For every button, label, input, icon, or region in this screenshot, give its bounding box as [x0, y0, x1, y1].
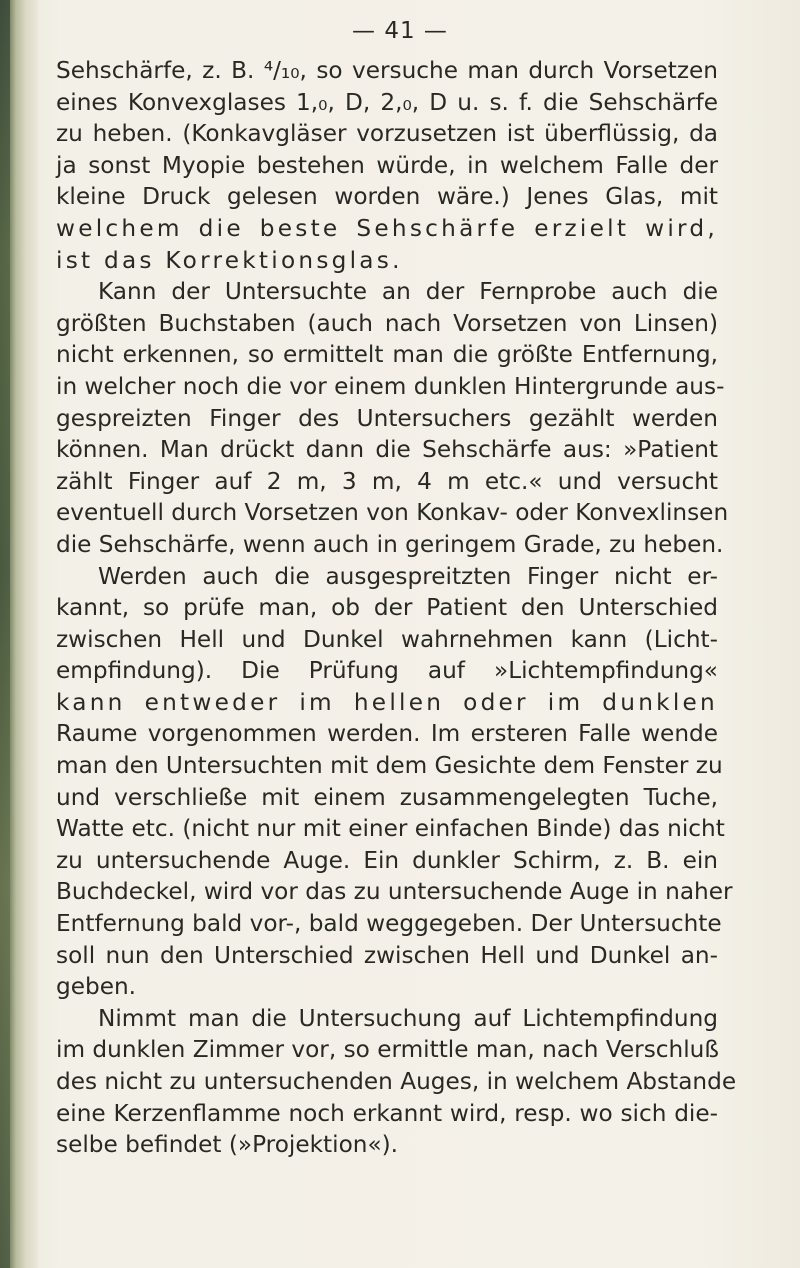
- text-line: eventuell durch Vorsetzen von Konkav- oder Konvexlinsen: [56, 499, 729, 527]
- text-line: können. Man drückt dann die Sehschärfe aus: »Patient: [56, 436, 718, 464]
- text-line: eines Konvexglases 1,₀, D, 2,₀, D u. s. f. die Sehschärfe: [56, 88, 718, 116]
- text-line: nicht erkennen, so ermittelt man die größte Entfernung,: [56, 341, 718, 369]
- text-line: kleine Druck gelesen worden wäre.) Jenes Glas, mit: [56, 183, 718, 211]
- text-line: zählt Finger auf 2 m, 3 m, 4 m etc.« und versucht: [56, 467, 718, 495]
- text-line: welchem die beste Sehschärfe erzielt wird,: [56, 214, 718, 242]
- text-line: gespreizten Finger des Untersuchers gezählt werden: [56, 404, 718, 432]
- text-line: geben.: [56, 973, 137, 1001]
- text-line: Sehschärfe, z. B. ⁴/₁₀, so versuche man durch Vorsetzen: [56, 57, 718, 84]
- text-line: Nimmt man die Untersuchung auf Lichtempfindung: [98, 1004, 718, 1032]
- text-line: Raume vorgenommen werden. Im ersteren Falle wende: [56, 720, 718, 748]
- text-line: zu heben. (Konkavgläser vorzusetzen ist überflüssig, da: [56, 120, 718, 148]
- text-line: soll nun den Unterschied zwischen Hell und Dunkel an-: [56, 941, 718, 969]
- text-line: man den Untersuchten mit dem Gesichte dem Fenster zu: [56, 752, 723, 780]
- text-line: und verschließe mit einem zusammengelegten Tuche,: [56, 783, 718, 811]
- text-line: die Sehschärfe, wenn auch in geringem Grade, zu heben.: [56, 530, 724, 558]
- text-line: Buchdeckel, wird vor das zu untersuchende Auge in naher: [56, 878, 733, 906]
- text-line: zu untersuchende Auge. Ein dunkler Schirm, z. B. ein: [56, 846, 718, 874]
- text-line: selbe befindet (»Projektion«).: [56, 1131, 399, 1159]
- binding-edge: [0, 0, 10, 1268]
- text-line: ja sonst Myopie bestehen würde, in welchem Falle der: [56, 151, 718, 179]
- text-line: im dunklen Zimmer vor, so ermittle man, nach Verschluß: [56, 1036, 719, 1064]
- text-line: kannt, so prüfe man, ob der Patient den Unterschied: [56, 594, 718, 622]
- text-line: empfindung). Die Prüfung auf »Lichtempfindung«: [56, 657, 718, 685]
- text-line: Entfernung bald vor-, bald weggegeben. Der Untersuchte: [56, 910, 722, 938]
- text-line: größten Buchstaben (auch nach Vorsetzen von Linsen): [56, 309, 718, 337]
- page-number: — 41 —: [352, 18, 448, 44]
- text-line: in welcher noch die vor einem dunklen Hintergrunde aus-: [56, 372, 725, 400]
- body-text: [56, 55, 737, 1161]
- binding-gutter: [0, 0, 38, 1268]
- text-line: eine Kerzenflamme noch erkannt wird, resp. wo sich die-: [56, 1099, 718, 1127]
- text-line: Watte etc. (nicht nur mit einer einfachen Binde) das nicht: [56, 815, 725, 843]
- text-line: Werden auch die ausgespreitzten Finger nicht er-: [98, 562, 718, 590]
- text-line: Kann der Untersuchte an der Fernprobe auch die: [98, 278, 718, 306]
- text-line: des nicht zu untersuchenden Auges, in welchem Abstande: [56, 1068, 737, 1095]
- text-line: zwischen Hell und Dunkel wahrnehmen kann (Licht-: [56, 625, 718, 653]
- text-line: ist das Korrektionsglas.: [56, 246, 403, 274]
- text-line: kann entweder im hellen oder im dunklen: [56, 688, 718, 716]
